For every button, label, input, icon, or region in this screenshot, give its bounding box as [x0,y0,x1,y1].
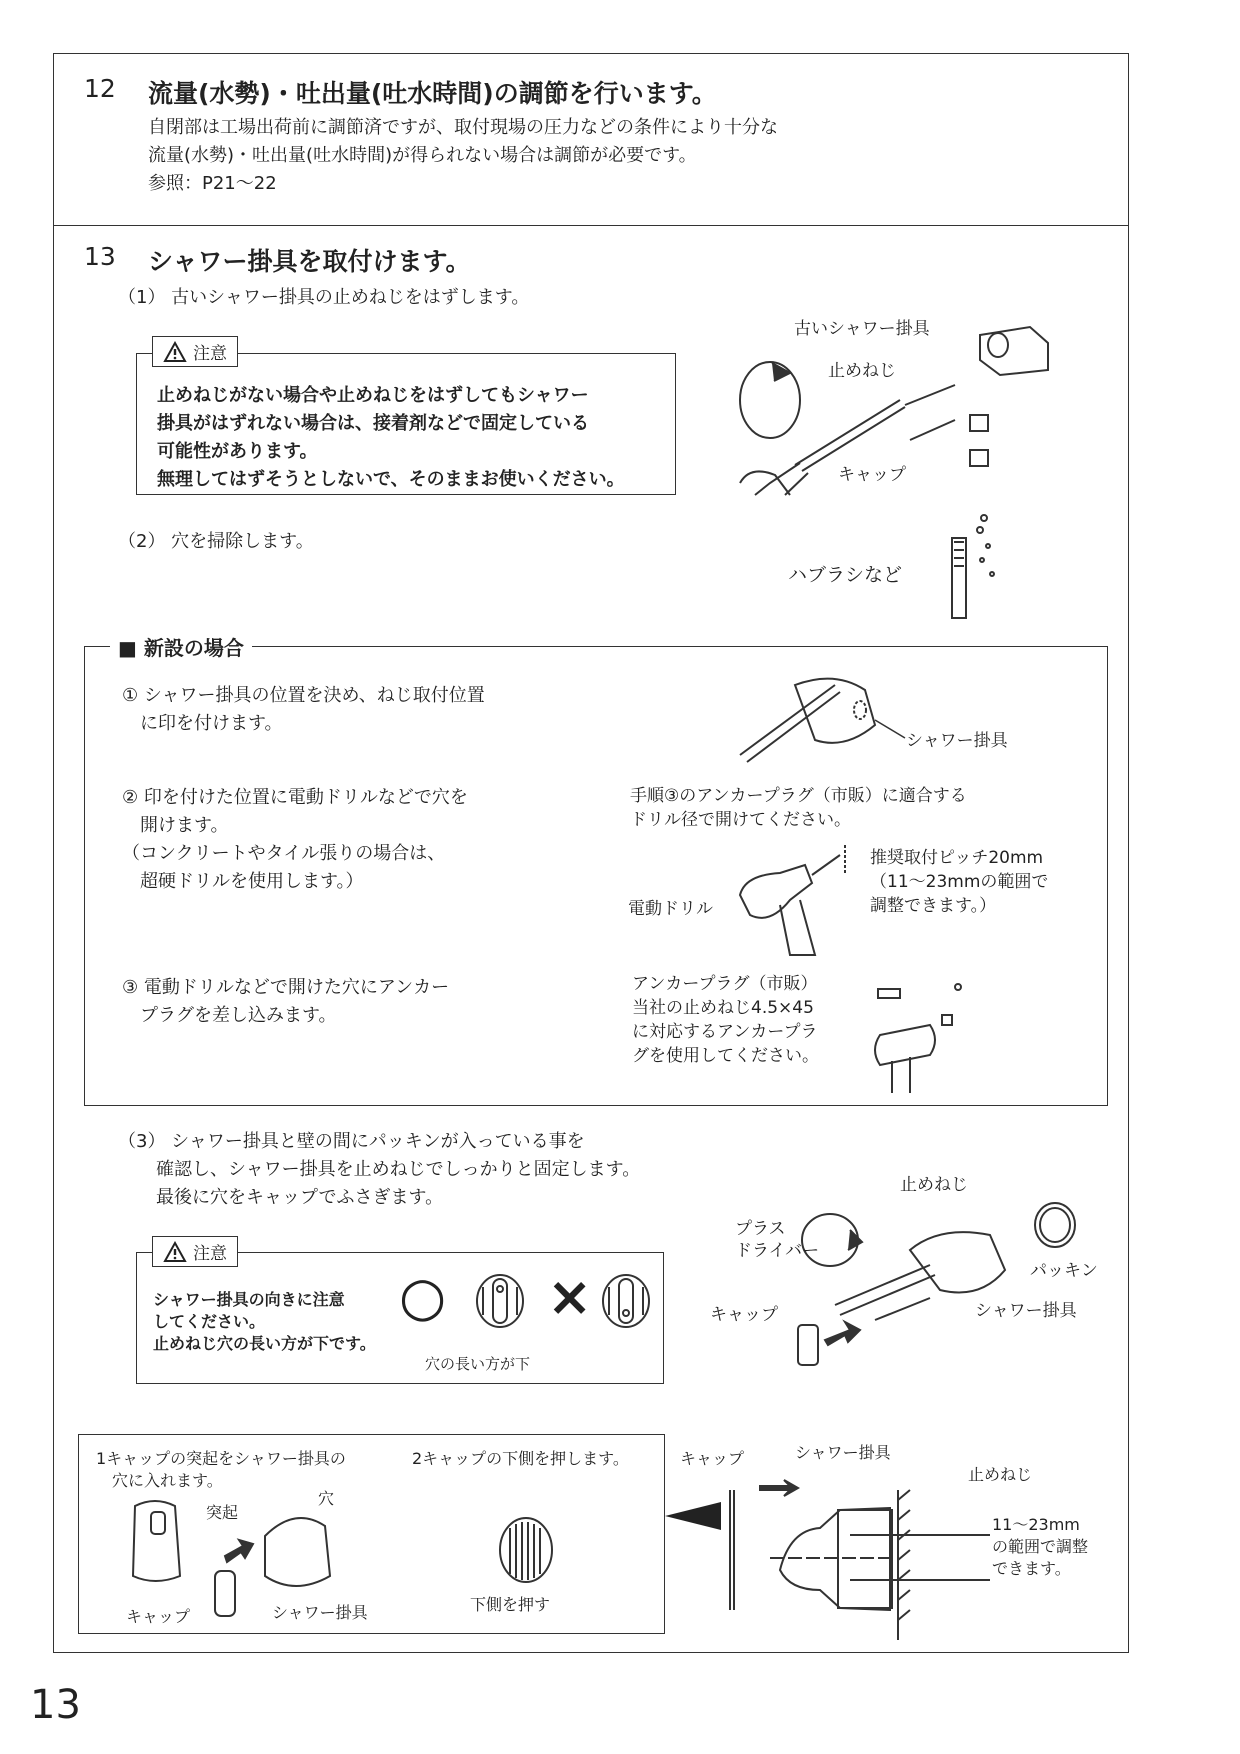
caution-label: 注意 [193,1244,227,1264]
step13-sub2: （2） 穴を掃除します。 [118,531,314,552]
label-cap: キャップ [838,465,906,485]
warning-icon [163,341,187,363]
drill-note-line: ドリル径で開けてください。 [630,810,851,830]
new-install-legend: ■ 新設の場合 [110,632,252,661]
anchor-note-line: に対応するアンカープラ [632,1022,818,1042]
drill-note-line: 手順③のアンカープラグ（市販）に適合する [630,786,967,806]
step2-line: （コンクリートやタイル張りの場合は、 [122,843,446,864]
step3-line: ③ 電動ドリルなどで開けた穴にアンカー [122,977,450,998]
label-screw-fix: 止めねじ [900,1175,968,1195]
pointer-arrow [665,1496,725,1536]
correct-orientation-icon [475,1273,525,1329]
anchor-note-line: グを使用してください。 [632,1046,819,1066]
step1-line: に印を付けます。 [122,713,283,734]
anchor-note-line: 当社の止めねじ4.5×45 [632,998,814,1018]
section-divider [53,225,1129,226]
anchor-note [632,972,819,1068]
step2-line: 超硬ドリルを使用します。） [122,871,364,892]
caution-box-2 [136,1252,664,1384]
label-holder-fix: シャワー掛具 [975,1301,1077,1321]
label-packing: パッキン [1030,1261,1098,1281]
step12-body [148,114,778,198]
cross-section-illustration [720,1450,1010,1640]
drill-illustration [720,845,860,965]
cap-step1-line: 1キャップの突起をシャワー掛具の [96,1449,346,1468]
step12-title: 流量(水勢)・吐出量(吐水時間)の調節を行います。 [148,79,717,108]
driver-line: プラス [735,1219,786,1239]
label-section-screw: 止めねじ [968,1465,1033,1484]
label-electric-drill: 電動ドリル [628,899,713,919]
caution1-line: 掛具がはずれない場合は、接着剤などで固定している [157,413,589,434]
range-line: の範囲で調整 [992,1537,1089,1556]
step12-number: 12 [84,74,116,103]
step13-sub1: （1） 古いシャワー掛具の止めねじをはずします。 [118,287,530,308]
ok-mark: ○ [399,1265,447,1328]
label-cap-fix: キャップ [710,1305,778,1325]
wrong-orientation-icon [601,1273,651,1329]
ng-mark: × [547,1265,593,1328]
pitch-note [870,846,1048,918]
caution1-line: 無理してはずそうとしないで、そのままお使いください。 [157,469,625,490]
pitch-line: （11～23mmの範囲で [870,872,1049,892]
step1-line: ① シャワー掛具の位置を決め、ねじ取付位置 [122,685,485,706]
cap-press-illustration [498,1516,554,1586]
cap-step2: 2キャップの下側を押します。 [412,1449,629,1468]
anchor-note-line: アンカープラグ（市販） [632,974,818,994]
caution-label: 注意 [193,344,227,364]
toothbrush-illustration [940,510,1010,620]
label-phillips-driver [735,1218,819,1262]
warning-icon [163,1241,187,1263]
section-range-note [992,1514,1088,1580]
caution1-line: 可能性があります。 [157,441,318,462]
cap-step1 [96,1448,346,1492]
sub3-line: 最後に穴をキャップでふさぎます。 [156,1187,444,1208]
new-install-step1 [122,682,485,738]
step13-number: 13 [84,242,116,271]
step2-line: ② 印を付けた位置に電動ドリルなどで穴を [122,787,468,808]
label-holder-mark: シャワー掛具 [906,731,1008,751]
range-line: できます。 [992,1559,1071,1578]
label-hole: 穴 [318,1489,335,1508]
caution-box-1 [136,353,676,495]
new-install-step2 [122,784,468,896]
label-protrusion: 突起 [206,1503,239,1522]
anchor-plug-illustration [830,975,980,1095]
label-section-cap: キャップ [680,1449,745,1468]
step12-line: 流量(水勢)・吐出量(吐水時間)が得られない場合は調節が必要です。 [148,145,697,166]
drill-note [630,784,967,832]
label-screw: 止めねじ [828,361,896,381]
driver-line: ドライバー [735,1241,820,1261]
step12-reference: 参照：P21～22 [148,173,277,194]
step3-line: プラグを差し込みます。 [122,1005,337,1026]
marking-illustration [735,670,925,765]
pitch-line: 調整できます。） [870,896,997,916]
step13-sub3 [118,1128,640,1212]
pitch-line: 推奨取付ピッチ20mm [870,848,1044,868]
label-old-holder: 古いシャワー掛具 [794,319,930,339]
page-number: 13 [30,1682,81,1728]
label-toothbrush: ハブラシなど [788,564,903,586]
caution1-line: 止めねじがない場合や止めねじをはずしてもシャワー [157,385,589,406]
caution2-line: 止めねじ穴の長い方が下です。 [153,1334,376,1353]
label-section-holder: シャワー掛具 [795,1443,891,1462]
label-push-lower: 下側を押す [470,1595,551,1614]
step2-line: 開けます。 [122,815,229,836]
label-cap-box-cap: キャップ [126,1607,191,1626]
caution-tag-2 [152,1236,238,1267]
label-cap-box-holder: シャワー掛具 [272,1603,368,1622]
step12-line: 自閉部は工場出荷前に調節済ですが、取付現場の圧力などの条件により十分な [148,117,778,138]
caution2-line: シャワー掛具の向きに注意 [153,1290,345,1309]
label-long-hole-down: 穴の長い方が下 [425,1355,531,1373]
range-line: 11～23mm [992,1515,1080,1534]
cap-step1-line: 穴に入れます。 [96,1471,223,1490]
sub3-line: （3） シャワー掛具と壁の間にパッキンが入っている事を [118,1131,585,1152]
caution-tag-1 [152,336,238,367]
sub3-line: 確認し、シャワー掛具を止めねじでしっかりと固定します。 [156,1159,641,1180]
caution2-line: してください。 [153,1312,266,1331]
step13-title: シャワー掛具を取付けます。 [148,247,471,276]
new-install-step3 [122,974,449,1030]
